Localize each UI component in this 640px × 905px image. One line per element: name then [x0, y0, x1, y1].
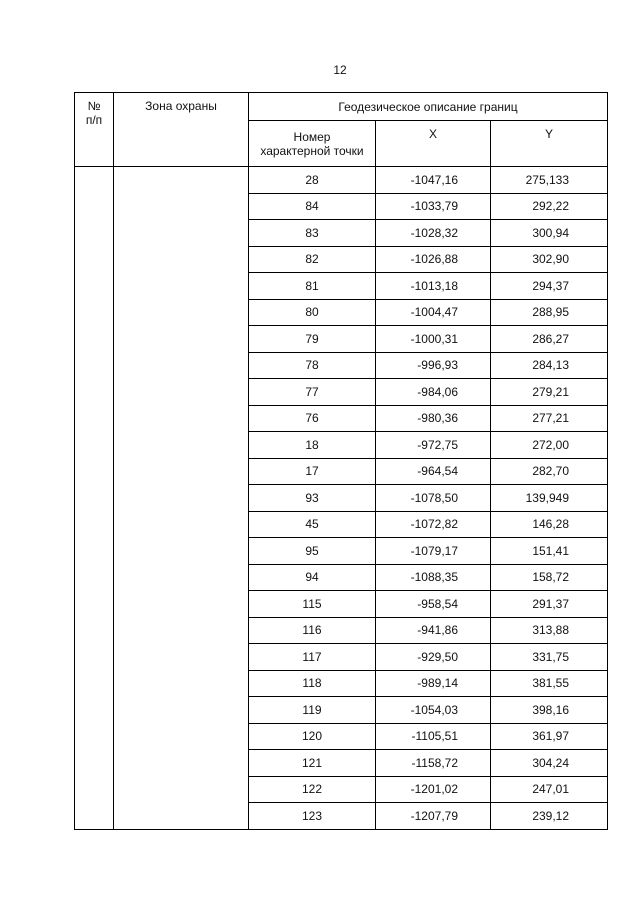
point-number-cell: 94 [249, 564, 376, 591]
y-coordinate-cell: 272,00 [491, 432, 608, 459]
y-coordinate-cell: 331,75 [491, 644, 608, 671]
x-coordinate-cell: -1105,51 [376, 723, 491, 750]
x-coordinate-cell: -1207,79 [376, 803, 491, 830]
x-coordinate-cell: -972,75 [376, 432, 491, 459]
x-coordinate-cell: -1028,32 [376, 220, 491, 247]
y-coordinate-cell: 288,95 [491, 299, 608, 326]
y-coordinate-cell: 275,133 [491, 167, 608, 194]
point-number-cell: 28 [249, 167, 376, 194]
x-coordinate-cell: -1054,03 [376, 697, 491, 724]
header-point-number [249, 121, 376, 167]
x-coordinate-cell: -980,36 [376, 405, 491, 432]
y-coordinate-cell: 282,70 [491, 458, 608, 485]
point-number-cell: 79 [249, 326, 376, 353]
x-coordinate-cell: -1047,16 [376, 167, 491, 194]
y-coordinate-cell: 279,21 [491, 379, 608, 406]
x-coordinate-cell: -984,06 [376, 379, 491, 406]
y-coordinate-cell: 300,94 [491, 220, 608, 247]
y-coordinate-cell: 302,90 [491, 246, 608, 273]
y-coordinate-cell: 146,28 [491, 511, 608, 538]
table-body [75, 167, 608, 830]
point-number-cell: 119 [249, 697, 376, 724]
point-number-cell: 123 [249, 803, 376, 830]
page-number: 12 [333, 63, 347, 77]
x-coordinate-cell: -1000,31 [376, 326, 491, 353]
point-number-cell: 81 [249, 273, 376, 300]
x-coordinate-cell: -1013,18 [376, 273, 491, 300]
y-coordinate-cell: 291,37 [491, 591, 608, 618]
header-row-number-line1: № [87, 99, 101, 113]
header-geodetic-description: Геодезическое описание границ [249, 93, 608, 121]
point-number-cell: 45 [249, 511, 376, 538]
header-point-number-line2: характерной точки [260, 143, 364, 158]
y-coordinate-cell: 304,24 [491, 750, 608, 777]
y-coordinate-cell: 294,37 [491, 273, 608, 300]
point-number-cell: 17 [249, 458, 376, 485]
x-coordinate-cell: -929,50 [376, 644, 491, 671]
x-coordinate-cell: -1033,79 [376, 193, 491, 220]
x-coordinate-cell: -1088,35 [376, 564, 491, 591]
header-row-number-line2: п/п [85, 113, 103, 127]
header-protection-zone: Зона охраны [114, 93, 249, 167]
x-coordinate-cell: -958,54 [376, 591, 491, 618]
x-coordinate-cell: -1158,72 [376, 750, 491, 777]
x-coordinate-cell: -996,93 [376, 352, 491, 379]
point-number-cell: 80 [249, 299, 376, 326]
protection-zone-cell [114, 167, 249, 830]
point-number-cell: 117 [249, 644, 376, 671]
point-number-cell: 82 [249, 246, 376, 273]
point-number-cell: 78 [249, 352, 376, 379]
point-number-cell: 84 [249, 193, 376, 220]
x-coordinate-cell: -989,14 [376, 670, 491, 697]
y-coordinate-cell: 284,13 [491, 352, 608, 379]
point-number-cell: 18 [249, 432, 376, 459]
point-number-cell: 77 [249, 379, 376, 406]
point-number-cell: 95 [249, 538, 376, 565]
header-y: Y [491, 121, 608, 167]
point-number-cell: 121 [249, 750, 376, 777]
y-coordinate-cell: 398,16 [491, 697, 608, 724]
point-number-cell: 116 [249, 617, 376, 644]
boundary-coordinates-table [74, 92, 608, 830]
point-number-cell: 120 [249, 723, 376, 750]
header-row-number [75, 93, 114, 167]
point-number-cell: 83 [249, 220, 376, 247]
x-coordinate-cell: -941,86 [376, 617, 491, 644]
point-number-cell: 93 [249, 485, 376, 512]
row-number-cell [75, 167, 114, 830]
y-coordinate-cell: 313,88 [491, 617, 608, 644]
x-coordinate-cell: -1072,82 [376, 511, 491, 538]
point-number-cell: 118 [249, 670, 376, 697]
y-coordinate-cell: 292,22 [491, 193, 608, 220]
point-number-cell: 115 [249, 591, 376, 618]
y-coordinate-cell: 239,12 [491, 803, 608, 830]
y-coordinate-cell: 381,55 [491, 670, 608, 697]
y-coordinate-cell: 247,01 [491, 776, 608, 803]
point-number-cell: 122 [249, 776, 376, 803]
y-coordinate-cell: 158,72 [491, 564, 608, 591]
header-point-number-line1: Номер [293, 129, 331, 144]
y-coordinate-cell: 361,97 [491, 723, 608, 750]
header-x: X [376, 121, 491, 167]
y-coordinate-cell: 277,21 [491, 405, 608, 432]
x-coordinate-cell: -964,54 [376, 458, 491, 485]
y-coordinate-cell: 151,41 [491, 538, 608, 565]
table-row [75, 167, 608, 194]
table-header [75, 93, 608, 167]
y-coordinate-cell: 139,949 [491, 485, 608, 512]
point-number-cell: 76 [249, 405, 376, 432]
x-coordinate-cell: -1004,47 [376, 299, 491, 326]
x-coordinate-cell: -1078,50 [376, 485, 491, 512]
x-coordinate-cell: -1079,17 [376, 538, 491, 565]
x-coordinate-cell: -1026,88 [376, 246, 491, 273]
x-coordinate-cell: -1201,02 [376, 776, 491, 803]
y-coordinate-cell: 286,27 [491, 326, 608, 353]
